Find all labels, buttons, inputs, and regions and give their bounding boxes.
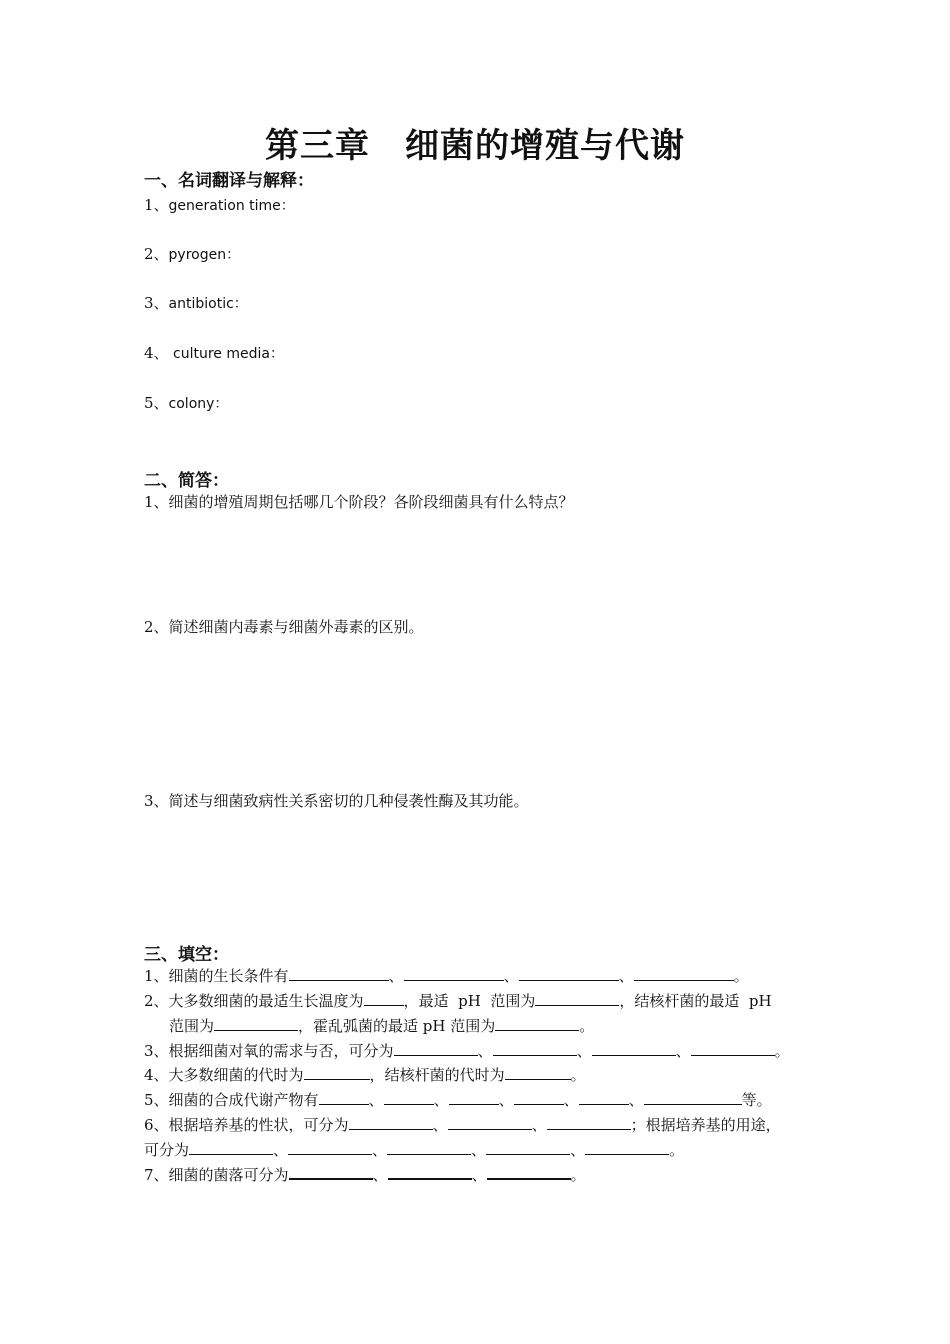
term-text: pyrogen： <box>168 247 241 263</box>
answer-blank[interactable] <box>493 1041 577 1056</box>
answer-blank[interactable] <box>394 1041 478 1056</box>
answer-blank[interactable] <box>288 1140 372 1155</box>
answer-blank[interactable] <box>519 966 619 981</box>
answer-blank[interactable] <box>387 1140 471 1155</box>
answer-blank[interactable] <box>644 1090 742 1105</box>
answer-blank[interactable] <box>547 1115 631 1130</box>
term-text: colony： <box>168 396 229 412</box>
short-answer-question-2: 2、简述细菌内毒素与细菌外毒素的区别。 <box>144 618 424 636</box>
term-number: 4、 <box>144 344 169 362</box>
answer-blank[interactable] <box>495 1016 579 1031</box>
term-number: 5、 <box>144 394 169 412</box>
fill-question-4: 4、大多数细菌的代时为 ，结核杆菌的代时为 。 <box>144 1066 586 1084</box>
answer-blank[interactable] <box>634 966 734 981</box>
answer-blank[interactable] <box>585 1140 669 1155</box>
term-item <box>144 194 295 215</box>
term-text: culture media： <box>168 346 284 362</box>
answer-blank[interactable] <box>535 991 619 1006</box>
answer-blank[interactable] <box>449 1090 499 1105</box>
section3-heading: 三、填空： <box>144 945 229 965</box>
term-text: antibiotic： <box>168 296 248 312</box>
short-answer-question-3: 3、简述与细菌致病性关系密切的几种侵袭性酶及其功能。 <box>144 792 529 810</box>
answer-blank[interactable] <box>319 1090 369 1105</box>
answer-blank[interactable] <box>514 1090 564 1105</box>
section2-heading: 二、简答： <box>144 471 229 491</box>
answer-blank[interactable] <box>691 1041 775 1056</box>
term-item <box>144 292 248 313</box>
answer-blank[interactable] <box>486 1140 570 1155</box>
term-item <box>144 392 228 413</box>
answer-blank[interactable] <box>487 1164 571 1180</box>
section1-heading: 一、名词翻译与解释： <box>144 171 314 191</box>
term-number: 2、 <box>144 245 169 263</box>
answer-blank[interactable] <box>592 1041 676 1056</box>
fill-question-2-line-2: 范围为 ，霍乱弧菌的最适 pH 范围为 。 <box>169 1017 595 1035</box>
answer-blank[interactable] <box>304 1065 370 1080</box>
answer-blank[interactable] <box>289 1164 373 1180</box>
term-number: 1、 <box>144 196 169 214</box>
term-text: generation time： <box>168 198 295 214</box>
answer-blank[interactable] <box>505 1065 571 1080</box>
answer-blank[interactable] <box>384 1090 434 1105</box>
term-number: 3、 <box>144 294 169 312</box>
answer-blank[interactable] <box>189 1140 273 1155</box>
answer-blank[interactable] <box>579 1090 629 1105</box>
answer-blank[interactable] <box>289 966 389 981</box>
answer-blank[interactable] <box>388 1164 472 1180</box>
fill-question-5: 5、细菌的合成代谢产物有 、 、 、 、 、 等。 <box>144 1091 772 1109</box>
fill-question-1: 1、细菌的生长条件有 、 、 、 。 <box>144 967 749 985</box>
fill-question-6-line-1: 6、根据培养基的性状，可分为 、 、 ；根据培养基的用途， <box>144 1116 781 1134</box>
fill-question-3: 3、根据细菌对氧的需求与否，可分为 、 、 、 。 <box>144 1042 790 1060</box>
answer-blank[interactable] <box>214 1016 298 1031</box>
term-item <box>144 342 284 363</box>
answer-blank[interactable] <box>364 991 404 1006</box>
page-title: 第三章 细菌的增殖与代谢 <box>265 126 685 166</box>
fill-question-6-line-2: 可分为 、 、 、 、 。 <box>144 1141 685 1159</box>
answer-blank[interactable] <box>448 1115 532 1130</box>
term-item <box>144 243 240 264</box>
answer-blank[interactable] <box>404 966 504 981</box>
fill-question-7: 7、细菌的菌落可分为 、 、 。 <box>144 1166 586 1184</box>
short-answer-question-1: 1、细菌的增殖周期包括哪几个阶段？各阶段细菌具有什么特点？ <box>144 493 574 511</box>
answer-blank[interactable] <box>349 1115 433 1130</box>
fill-question-2-line-1: 2、大多数细菌的最适生长温度为 ，最适 pH 范围为 ，结核杆菌的最适 pH <box>144 992 772 1010</box>
